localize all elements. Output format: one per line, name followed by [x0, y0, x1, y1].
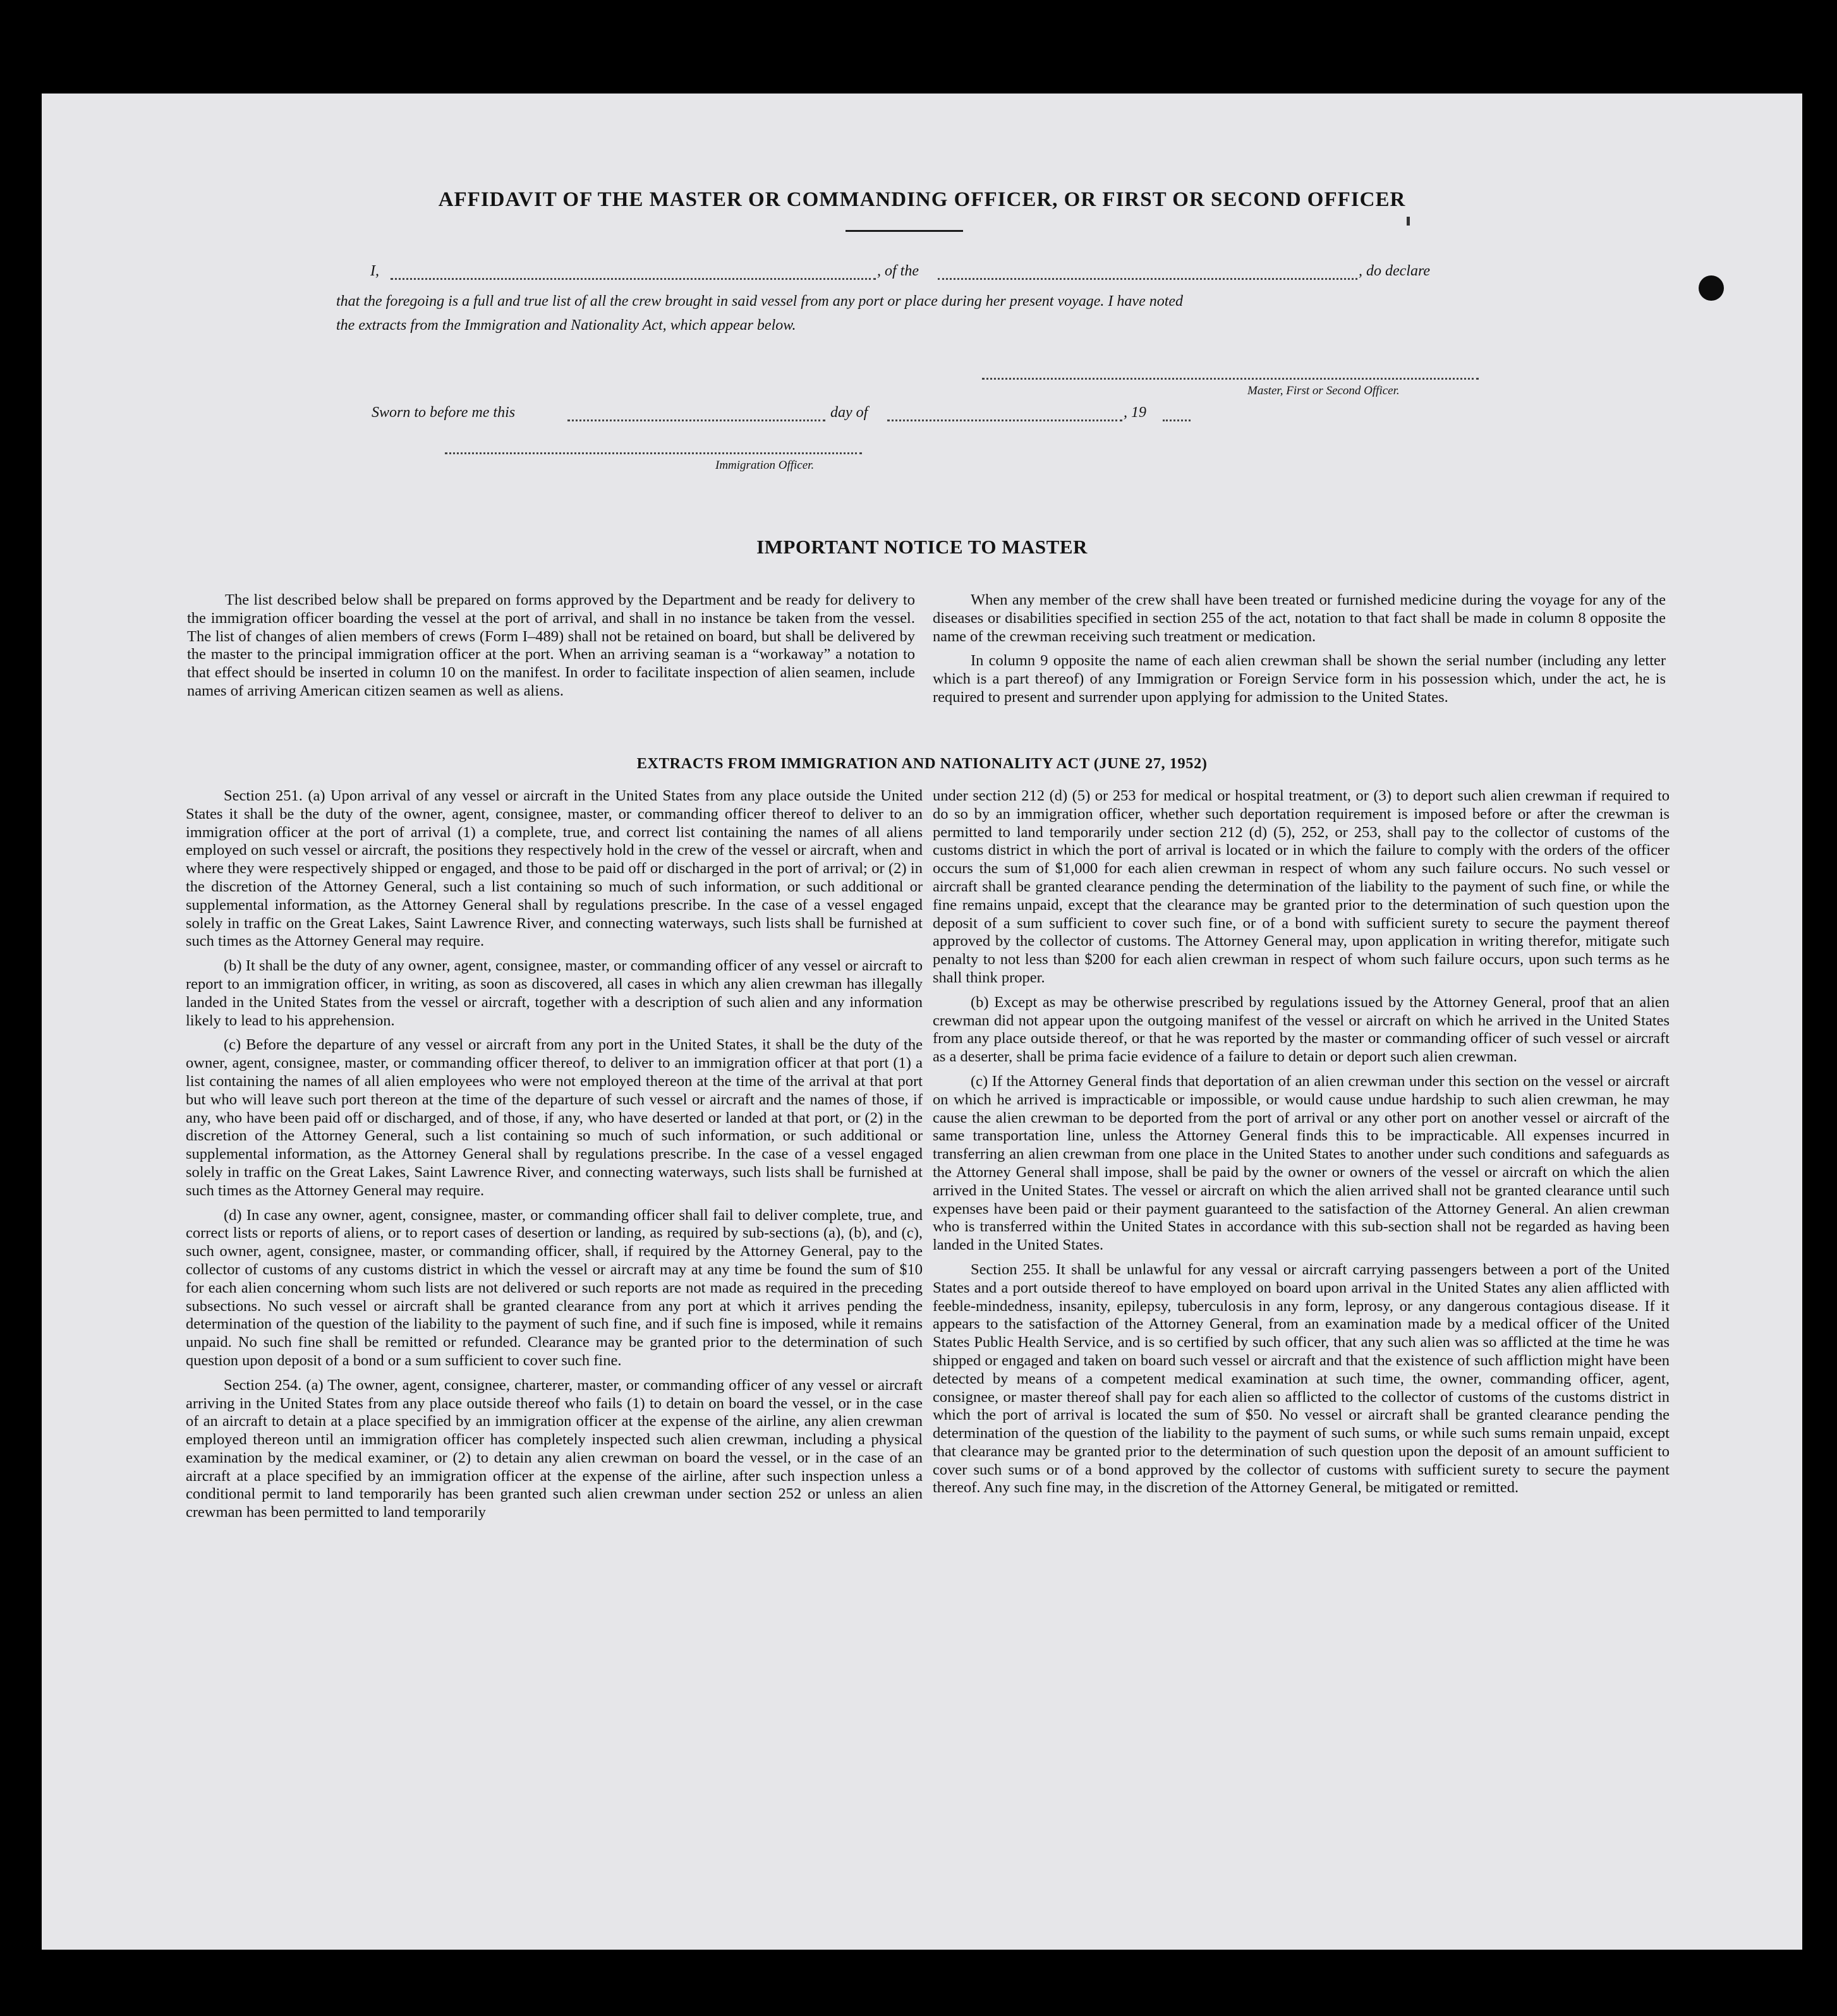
notice-paragraph: In column 9 opposite the name of each alien crewman shall be shown the serial number (including any letter which is a part thereof) of any Immigration or Foreign Service form in his possession which, under the act, he is required to present and surrender upon applying for admission to the United States. — [933, 652, 1666, 706]
affidavit-title: AFFIDAVIT OF THE MASTER OR COMMANDING OFFICER, OR FIRST OR SECOND OFFICER — [438, 188, 1406, 211]
ink-blot — [1699, 275, 1724, 301]
statute-paragraph: (b) It shall be the duty of any owner, agent, consignee, master, or commanding officer of any vessel or aircraft to report to an immigration officer, in writing, as soon as discovered, all cases in which any alien crewman has illegally landed in the United States from the vessel or aircraft, together with a description of such alien and any information likely to lead to his apprehension. — [186, 957, 923, 1029]
form-page — [42, 94, 1802, 1950]
statute-paragraph: under section 212 (d) (5) or 253 for medical or hospital treatment, or (3) to deport such alien crewman if required to do so by an immigration officer, whether such deportation requirement is imposed before or after the crewman is permitted to land temporarily under section 212 (d) (5), 252, or 253, shall pay to the collector of customs of the customs district in which the port of arrival is located or in which the failure to comply with the orders of the officer occurs the sum of $1,000 for each alien crewman in respect of whom any such failure occurs. No such vessel or aircraft shall be granted clearance pending the determination of the liability to the payment of such fine, or while the fine remains unpaid, except that the clearance may be granted prior to the determination of such question upon the deposit of a sum sufficient to cover such fine, or of a bond with sufficient surety to secure the payment thereof approved by the collector of customs. The Attorney General may, upon application in writing therefor, mitigate such penalty to not less than $200 for each alien crewman in respect of whom such failure occurs, upon such terms as he shall think proper. — [933, 787, 1670, 986]
statute-paragraph: Section 251. (a) Upon arrival of any vessel or aircraft in the United States from any place outside the United States it shall be the duty of the owner, agent, consignee, master, or commanding officer thereof to deliver to an immigration officer at the port of arrival (1) a complete, true, and correct list containing the names of all aliens employed on such vessel or aircraft, the positions they respectively hold in the crew of the vessel or aircraft, when and where they were respectively shipped or engaged, and those to be paid off or discharged in the port of arrival; or (2) in the discretion of the Attorney General, such a list containing so much of such information, or such additional or supplemental information, as the Attorney General shall by regulations prescribe. In the case of a vessel engaged solely in traffic on the Great Lakes, Saint Lawrence River, and connecting waterways, such lists shall be furnished at such times as the Attorney General may require. — [186, 787, 923, 950]
statute-paragraph: Section 254. (a) The owner, agent, consignee, charterer, master, or commanding officer of any vessel or aircraft arriving in the United States from any place outside thereof who fails (1) to detain on board the vessel, or in the case of an aircraft to detain at a place specified by an immigration officer at the expense of the airline, any alien crewman employed thereon until an immigration officer has completely inspected such alien crewman, including a physical examination by the medical examiner, or (2) to detain any alien crewman on board the vessel, or in the case of an aircraft at a place specified by an immigration officer at the expense of the airline, after such inspection unless a conditional permit to land temporarily has been granted such alien crewman under section 252 or unless an alien crewman has been permitted to land temporarily — [186, 1376, 923, 1521]
sworn-year-field[interactable] — [1163, 418, 1191, 421]
notice-paragraph: When any member of the crew shall have been treated or furnished medicine during the voyage for any of the diseases or disabilities specified in section 255 of the act, notation to that fact shall be made in column 8 opposite the name of the crewman receiving such treatment or medication. — [933, 591, 1666, 645]
ink-mark — [1407, 217, 1410, 226]
extracts-title: EXTRACTS FROM IMMIGRATION AND NATIONALITY ACT (JUNE 27, 1952) — [636, 755, 1208, 772]
title-underline — [846, 230, 963, 232]
statute-paragraph: (c) If the Attorney General finds that deportation of an alien crewman under this section on the vessel or aircraft on which he arrived is impracticable or impossible, or would cause undue hardship to such alien crewman, he may cause the alien crewman to be deported from the port of arrival or any other port on another vessel or aircraft of the same transportation line, unless the Attorney General finds this to be impracticable. All expenses incurred in transferring an alien crewman from one place in the United States to another under such conditions and safeguards as the Attorney General shall impose, shall be paid by the owner or owners of the vessel or aircraft on which the alien arrived in the United States. The vessel or aircraft on which the alien arrived shall not be granted clearance until such expenses have been paid or their payment guaranteed to the satisfaction of the Attorney General. An alien crewman who is transferred within the United States in accordance with this sub-section shall not be regarded as having been landed in the United States. — [933, 1072, 1670, 1254]
extracts-left-column — [186, 787, 923, 1522]
affidavit-of-the-label: , of the — [877, 263, 919, 279]
affidavit-i-label: I, — [370, 263, 379, 279]
statute-paragraph: (d) In case any owner, agent, consignee, master, or commanding officer shall fail to deliver complete, true, and correct lists or reports of aliens, or to report cases of desertion or landing, as required by sub-sections (a), (b), and (c), such owner, agent, consignee, master, or commanding officer, shall, if required by the Attorney General, pay to the collector of customs of any customs district in which the vessel or aircraft may at any time be found the sum of $10 for each alien concerning whom such lists are not delivered or such reports are not made as required in the preceding subsections. No such vessel or aircraft shall be granted clearance from any port at which it arrives pending the determination of the question of the liability to the payment of such fine, and if such fine is imposed, while it remains unpaid. No such fine shall be remitted or refunded. Clearance may be granted prior to the determination of such question upon deposit of a bond or a sum sufficient to cover such fine. — [186, 1206, 923, 1369]
notice-paragraph: The list described below shall be prepared on forms approved by the Department and be ready for delivery to the immigration officer boarding the vessel at the port of arrival, and shall in no instance be taken from the vessel. The list of changes of alien members of crews (Form I–489) shall not be retained on board, but shall be delivered by the master to the principal immigration officer at the port. When an arriving seaman is a “workaway” a notation to that effect should be inserted in column 10 on the manifest. In order to facilitate inspection of alien seamen, include names of arriving American citizen seamen as well as aliens. — [187, 591, 915, 699]
extracts-right-column — [933, 787, 1670, 1497]
statute-paragraph: (b) Except as may be otherwise prescribed by regulations issued by the Attorney General, proof that an alien crewman did not appear upon the outgoing manifest of the vessel or aircraft on which he arrived in the United States from any place outside thereof, or that he was reported by the master or commanding officer of such vessel or aircraft as a deserter, shall be prima facie evidence of a failure to detain or deport such alien crewman. — [933, 993, 1670, 1066]
affidavit-statement-line-3: the extracts from the Immigration and Nationality Act, which appear below. — [336, 317, 796, 334]
notice-left-column — [187, 591, 915, 701]
statute-paragraph: Section 255. It shall be unlawful for any vessal or aircraft carrying passengers between a port of the United States and a port outside thereof to have employed on board upon arrival in the United States any alien afflicted with feeble-mindedness, insanity, epilepsy, tuberculosis in any form, leprosy, or any dangerous contagious disease. If it appears to the satisfaction of the Attorney General, from an examination made by a medical officer of the United States Public Health Service, and is so certified by such officer, that any such alien was so afflicted at the time he was shipped or engaged and taken on board such vessel or aircraft and that the existence of such affliction might have been detected by means of a competent medical examination at such time, the owner, commanding officer, agent, consignee, or master thereof shall pay for each alien so afflicted to the collector of customs of the customs district in which the port of arrival is located the sum of $50. No vessel or aircraft shall be granted clearance pending the determination of the question of the liability to the payment of such sums, or while such sums remain unpaid, except that clearance may be granted prior to the determination of such question upon the deposit of an amount sufficient to cover such sums or of a bond approved by the collector of customs with sufficient surety to secure the payment thereof. Any such fine may, in the discretion of the Attorney General, be mitigated or remitted. — [933, 1260, 1670, 1497]
master-signature-line[interactable] — [982, 377, 1479, 380]
day-of-label: day of — [830, 404, 868, 421]
notice-right-column — [933, 591, 1666, 707]
affidavit-declare-label: , do declare — [1359, 263, 1431, 279]
statute-paragraph: (c) Before the departure of any vessel or aircraft from any port in the United States, it shall be the duty of the owner, agent, consignee, master, or commanding officer thereof, to deliver to an immigration officer at that port (1) a list containing the names of all alien employees who were not employed thereon at the time of the arrival at that port but who will leave such port thereon at the time of the departure of such vessel or aircraft and the names of those, if any, who have been paid off or discharged, and of those, if any, who have deserted or landed at that port, or (2) in the discretion of the Attorney General, such a list containing so much of such information, or such additional or supplemental information, as the Attorney General shall by regulations prescribe. In the case of a vessel engaged solely in traffic on the Great Lakes, Saint Lawrence River, and connecting waterways, such lists shall be furnished at such times as the Attorney General may require. — [186, 1036, 923, 1199]
sworn-month-field[interactable] — [887, 418, 1122, 421]
affidavit-statement-line-2: that the foregoing is a full and true list of all the crew brought in said vessel from any port or place during her present voyage. I have noted — [336, 293, 1184, 310]
master-signature-label: Master, First or Second Officer. — [1247, 384, 1400, 397]
sworn-label: Sworn to before me this — [372, 404, 516, 421]
vessel-name-field[interactable] — [938, 277, 1357, 280]
year-prefix-label: , 19 — [1124, 404, 1146, 421]
notice-title: IMPORTANT NOTICE TO MASTER — [756, 536, 1088, 558]
immigration-officer-signature-line[interactable] — [445, 451, 862, 454]
immigration-officer-label: Immigration Officer. — [715, 459, 815, 472]
declarant-name-field[interactable] — [391, 277, 876, 280]
sworn-day-field[interactable] — [567, 418, 825, 421]
